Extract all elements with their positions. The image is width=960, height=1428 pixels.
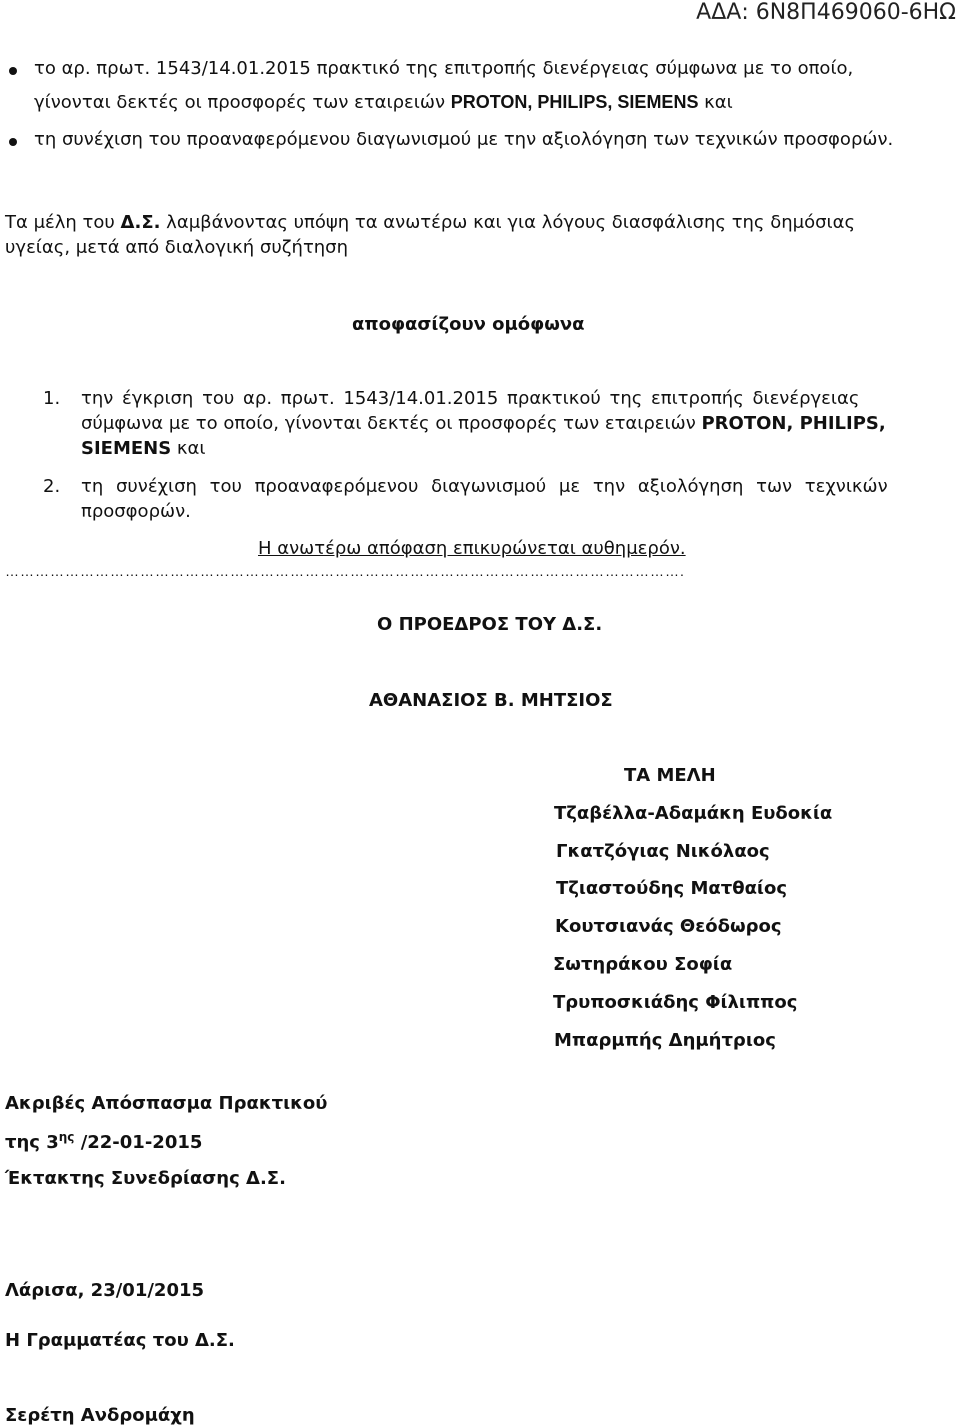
intro-prefix: Τα μέλη του: [5, 212, 121, 233]
board-abbrev: Δ.Σ.: [120, 212, 161, 233]
extract-title: Ακριβές Απόσπασμα Πρακτικού: [5, 1093, 328, 1114]
bullet-1-conjunction: και: [698, 92, 733, 113]
decision-1-number: 1.: [43, 388, 61, 409]
decision-heading: αποφασίζουν ομόφωνα: [352, 314, 585, 335]
secretary-name: Σερέτη Ανδρομάχη: [5, 1405, 195, 1426]
bullet-2-line-1: τη συνέχιση του προαναφερόμενου διαγωνισμού με την αξιολόγηση των τεχνικών προσφορών.: [34, 129, 894, 150]
decision-1-companies: PROTON, PHILIPS,: [701, 413, 886, 434]
president-name: ΑΘΑΝΑΣΙΟΣ Β. ΜΗΤΣΙΟΣ: [369, 690, 613, 711]
decision-1-text: σύμφωνα με το οποίο, γίνονται δεκτές οι προσφορές των εταιρειών: [81, 413, 702, 434]
secretary-title: Η Γραμματέας του Δ.Σ.: [5, 1330, 235, 1351]
place-date: Λάρισα, 23/01/2015: [5, 1280, 205, 1301]
bullet-item-1-continuation: [34, 92, 733, 113]
member-name: Μπαρμπής Δημήτριος: [554, 1030, 776, 1051]
extract-session: [5, 1130, 202, 1153]
bullet-1-line-2: γίνονται δεκτές οι προσφορές των εταιρειών: [34, 92, 451, 113]
extract-session-type: Έκτακτης Συνεδρίασης Δ.Σ.: [5, 1168, 286, 1189]
member-name: Τρυποσκιάδης Φίλιππος: [553, 992, 798, 1013]
bullet-1-line-1: το αρ. πρωτ. 1543/14.01.2015 πρακτικό της επιτροπής διενέργειας σύμφωνα με το οποίο,: [34, 58, 854, 79]
decision-1-conjunction: και: [171, 438, 206, 459]
decision-1-line-2: [81, 413, 886, 434]
decision-1-line-1: την έγκριση του αρ. πρωτ. 1543/14.01.2015 πρακτικού της επιτροπής διενέργειας: [81, 388, 860, 409]
decision-2-line-2: προσφορών.: [81, 501, 191, 522]
bullet-item-2: [34, 129, 893, 150]
ratification-statement: Η ανωτέρω απόφαση επικυρώνεται αυθημερόν.: [258, 538, 686, 559]
decision-1-company-last: SIEMENS: [81, 438, 172, 459]
decision-2-line-1: τη συνέχιση του προαναφερόμενου διαγωνισμού με την αξιολόγηση των τεχνικών: [81, 476, 888, 497]
session-date: /22-01-2015: [74, 1132, 203, 1153]
ordinal-suffix: ης: [58, 1130, 75, 1144]
member-name: Κουτσιανάς Θεόδωρος: [555, 916, 782, 937]
intro-suffix: λαμβάνοντας υπόψη τα ανωτέρω και για λόγους διασφάλισης της δημόσιας: [160, 212, 856, 233]
decision-1-line-3: [81, 438, 206, 459]
session-number: της 3: [5, 1132, 59, 1153]
bullet-item-1: [34, 58, 853, 79]
decision-2-number: 2.: [43, 476, 61, 497]
company-names: PROTON, PHILIPS, SIEMENS: [450, 92, 699, 112]
member-name: Τζαβέλλα-Αδαμάκη Ευδοκία: [554, 803, 833, 824]
dotted-separator: ……………………………………………………………………………………………………………………….: [5, 563, 685, 579]
intro-line-2: υγείας, μετά από διαλογική συζήτηση: [5, 237, 349, 258]
president-title: Ο ΠΡΟΕΔΡΟΣ ΤΟΥ Δ.Σ.: [377, 614, 603, 635]
member-name: Γκατζόγιας Νικόλαος: [556, 841, 770, 862]
intro-line-1: [5, 212, 855, 233]
member-name: Τζιαστούδης Ματθαίος: [556, 878, 787, 899]
ada-code: ΑΔΑ: 6Ν8Π469060-6ΗΩ: [696, 0, 956, 25]
members-heading: ΤΑ ΜΕΛΗ: [624, 765, 716, 786]
member-name: Σωτηράκου Σοφία: [553, 954, 733, 975]
